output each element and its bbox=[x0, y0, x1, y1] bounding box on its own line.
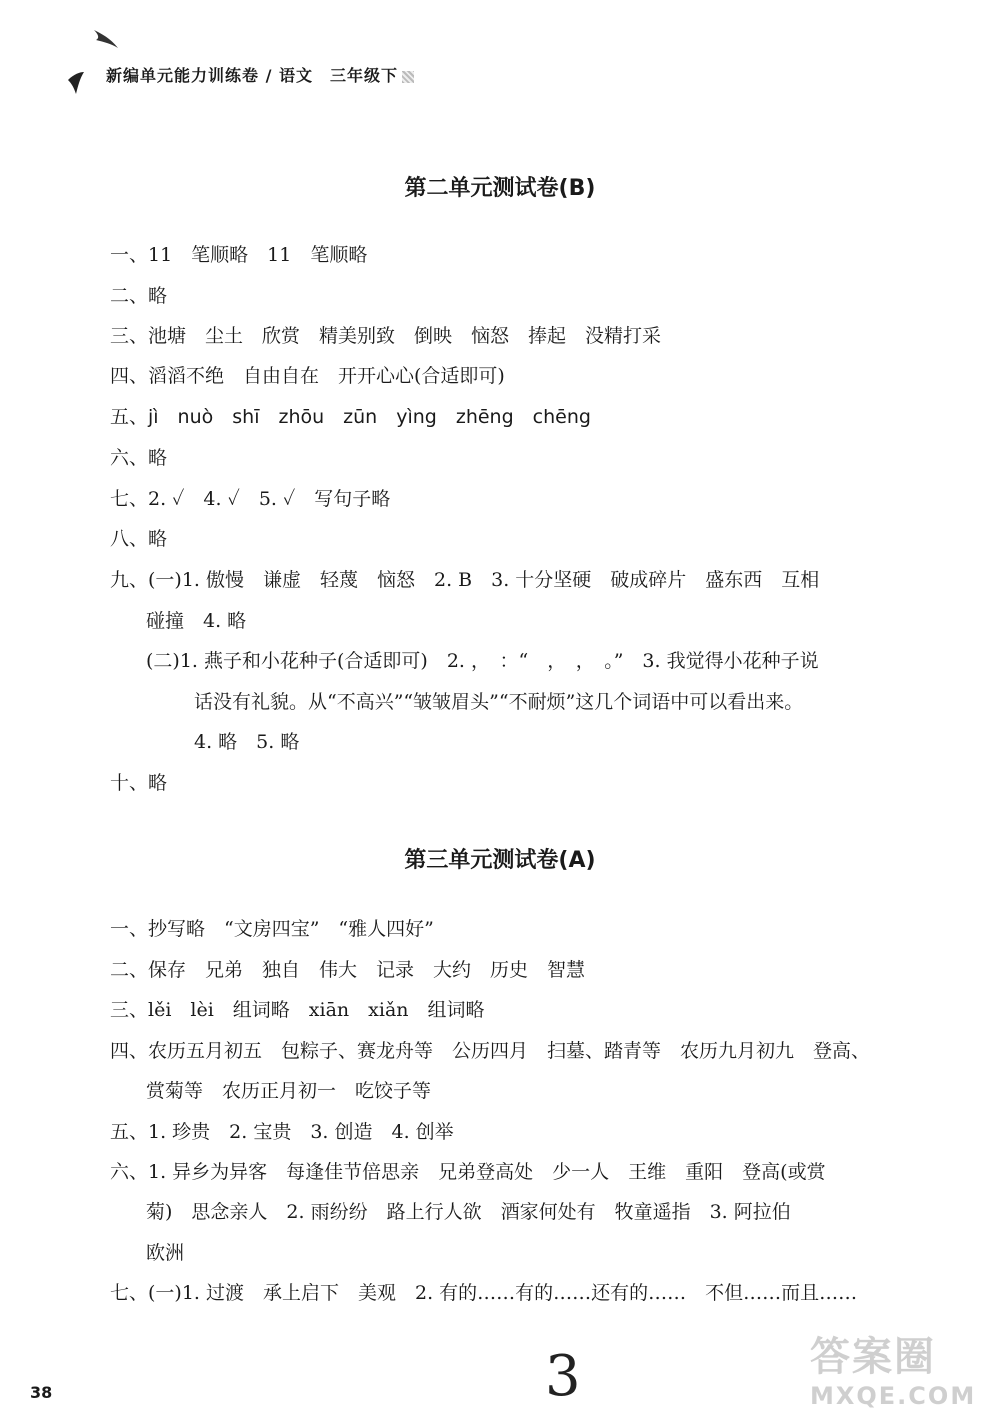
answer-line: 二、略 bbox=[110, 285, 168, 307]
answer-line: (二)1. 燕子和小花种子(合适即可) 2. ， ：“ ， ， 。” 3. 我觉得小花种子说 bbox=[146, 650, 819, 672]
answer-line: 十、略 bbox=[110, 772, 168, 794]
answer-line: 一、抄写略 “文房四宝” “雅人四好” bbox=[110, 918, 434, 940]
answer-line: 菊) 思念亲人 2. 雨纷纷 路上行人欲 酒家何处有 牧童遥指 3. 阿拉伯 bbox=[146, 1201, 791, 1223]
answer-line: 四、农历五月初五 包粽子、赛龙舟等 公历四月 扫墓、踏青等 农历九月初九 登高、 bbox=[110, 1040, 871, 1062]
handwritten-mark-text: 3 bbox=[545, 1344, 581, 1409]
page-number: 38 bbox=[30, 1383, 53, 1402]
answer-line: 4. 略 5. 略 bbox=[194, 731, 300, 753]
answer-line: 七、(一)1. 过渡 承上启下 美观 2. 有的……有的……还有的…… 不但……而且…… bbox=[110, 1282, 858, 1304]
answer-line: 话没有礼貌。从“不高兴”“皱皱眉头”“不耐烦”这几个词语中可以看出来。 bbox=[194, 691, 804, 713]
answer-line: 三、lěi lèi 组词略 xiān xiǎn 组词略 bbox=[110, 999, 485, 1021]
answer-line: 五、1. 珍贵 2. 宝贵 3. 创造 4. 创举 bbox=[110, 1121, 454, 1143]
answer-line: 四、滔滔不绝 自由自在 开开心心(合适即可) bbox=[110, 365, 505, 387]
header-badge-icon bbox=[402, 71, 414, 83]
answer-line: 八、略 bbox=[110, 528, 168, 550]
handwritten-mark bbox=[540, 1340, 590, 1410]
answer-line: 六、略 bbox=[110, 447, 168, 469]
answer-line: 六、1. 异乡为异客 每逢佳节倍思亲 兄弟登高处 少一人 王维 重阳 登高(或赏 bbox=[110, 1161, 826, 1183]
watermark-logo-text: 答案圈 bbox=[810, 1334, 936, 1380]
answer-line: 欧洲 bbox=[146, 1242, 185, 1264]
header-title bbox=[106, 63, 414, 86]
section-title-unit2b: 第二单元测试卷(B) bbox=[404, 176, 596, 201]
answer-line: 三、池塘 尘土 欣赏 精美别致 倒映 恼怒 捧起 没精打采 bbox=[110, 325, 662, 347]
answer-line: 赏菊等 农历正月初一 吃饺子等 bbox=[146, 1080, 432, 1102]
answer-line: 五、jì nuò shī zhōu zūn yìng zhēng chēng bbox=[110, 406, 591, 428]
watermark-url: MXQE.COM bbox=[810, 1382, 977, 1410]
watermark bbox=[810, 1325, 990, 1415]
answer-line: 碰撞 4. 略 bbox=[146, 610, 247, 632]
answer-line: 一、11 笔顺略 11 笔顺略 bbox=[110, 244, 368, 266]
header-title-text: 新编单元能力训练卷 / 语文 三年级下 bbox=[106, 66, 398, 85]
answer-line: 九、(一)1. 傲慢 谦虚 轻蔑 恼怒 2. B 3. 十分坚硬 破成碎片 盛东西 互相 bbox=[110, 569, 820, 591]
page-header bbox=[66, 28, 426, 108]
answer-line: 二、保存 兄弟 独自 伟大 记录 大约 历史 智慧 bbox=[110, 959, 586, 981]
answer-line: 七、2. ✓ 4. ✓ 5. ✓ 写句子略 bbox=[110, 488, 391, 510]
section-title-unit3a: 第三单元测试卷(A) bbox=[404, 848, 596, 873]
